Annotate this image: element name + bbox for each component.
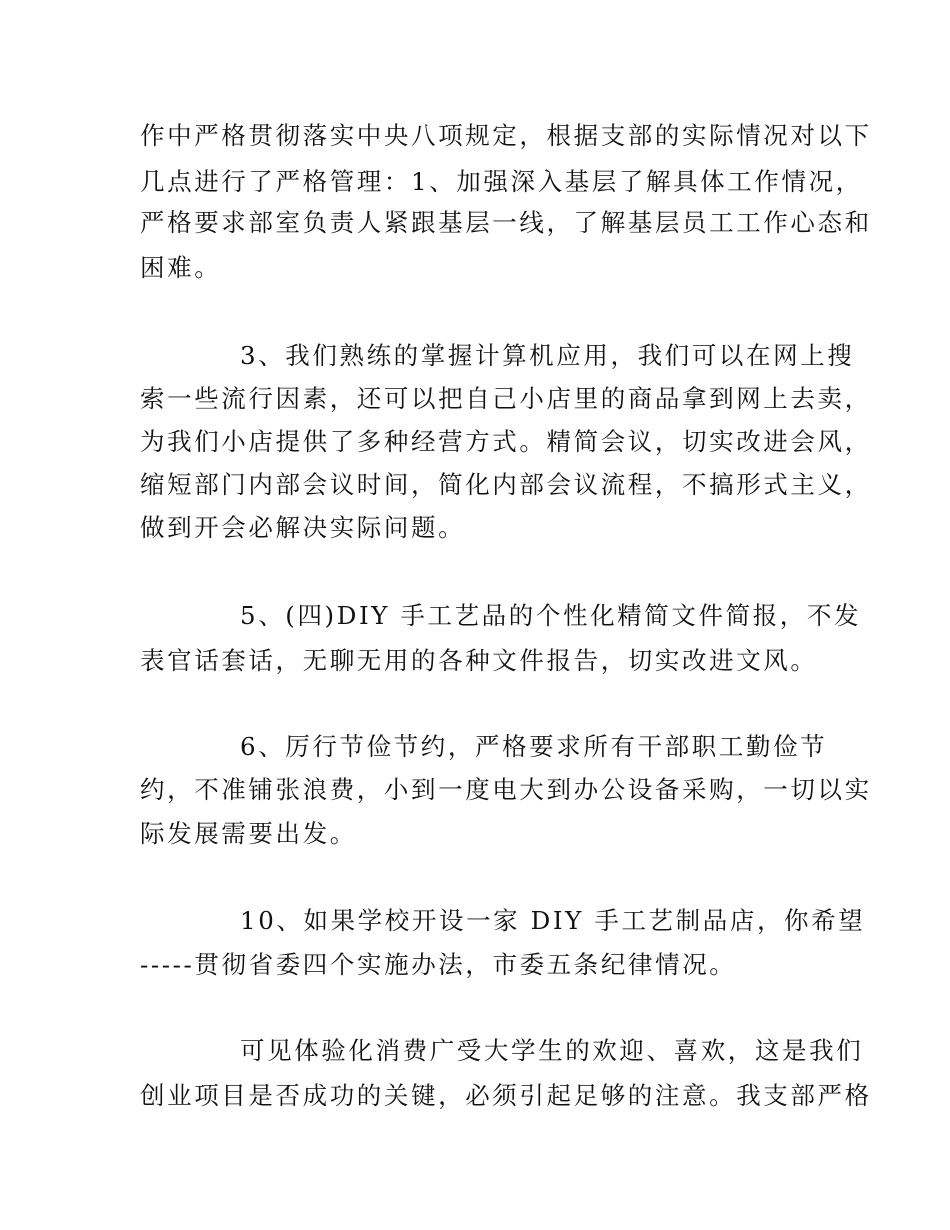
text-line: 表官话套话，无聊无用的各种文件报告，切实改进文风。 (140, 646, 818, 675)
text-line: 5、(四)DIY 手工艺品的个性化精简文件简报，不发 (240, 601, 862, 630)
text-line: -----贯彻省委四个实施办法，市委五条纪律情况。 (140, 950, 737, 979)
text-line: 困难。 (140, 253, 222, 282)
text-line: 可见体验化消费广受大学生的欢迎、喜欢，这是我们 (240, 1036, 864, 1065)
text-line: 创业项目是否成功的关键，必须引起足够的注意。我支部严格 (140, 1081, 872, 1110)
text-line: 3、我们熟练的掌握计算机应用，我们可以在网上搜 (240, 341, 855, 370)
text-line: 做到开会必解决实际问题。 (140, 513, 466, 542)
text-line: 几点进行了严格管理：1、加强深入基层了解具体工作情况， (140, 167, 863, 196)
text-line: 为我们小店提供了多种经营方式。精简会议，切实改进会风， (140, 427, 872, 456)
text-line: 缩短部门内部会议时间，简化内部会议流程，不搞形式主义， (140, 470, 872, 499)
text-line: 约，不准铺张浪费，小到一度电大到办公设备采购，一切以实 (140, 775, 872, 804)
text-line: 6、厉行节俭节约，严格要求所有干部职工勤俭节 (240, 732, 828, 761)
text-line: 10、如果学校开设一家 DIY 手工艺制品店，你希望 (240, 906, 866, 935)
text-line: 际发展需要出发。 (140, 819, 357, 848)
text-line: 严格要求部室负责人紧跟基层一线，了解基层员工工作心态和 (140, 208, 872, 237)
text-line: 作中严格贯彻落实中央八项规定，根据支部的实际情况对以下 (140, 121, 872, 150)
text-line: 索一些流行因素，还可以把自己小店里的商品拿到网上去卖， (140, 384, 872, 413)
